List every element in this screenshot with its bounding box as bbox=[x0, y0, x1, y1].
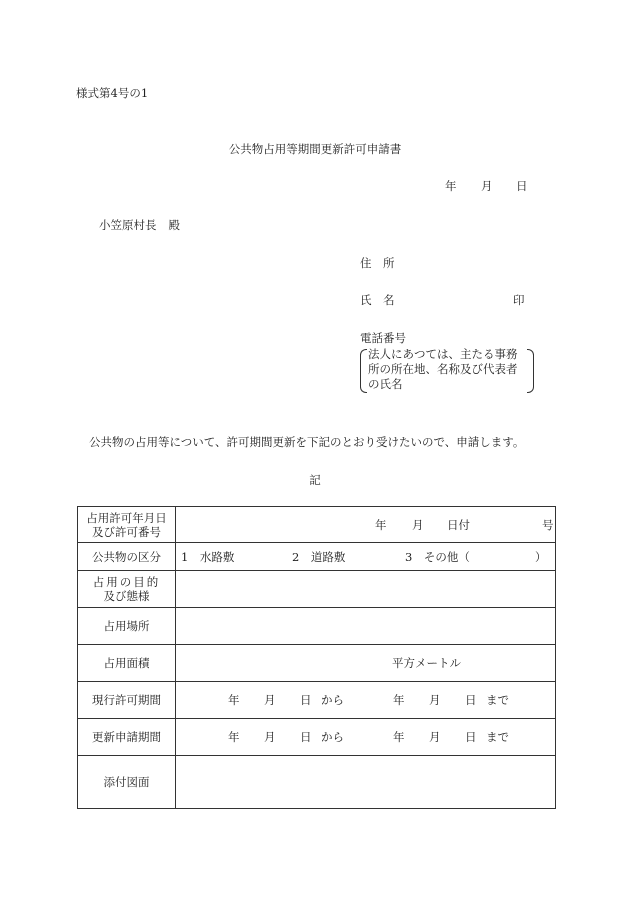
field-month: 月 bbox=[412, 517, 424, 532]
field-month: 月 bbox=[429, 693, 441, 707]
field-from: から bbox=[321, 730, 344, 744]
addressee bbox=[99, 217, 180, 233]
category-label: 公共物の区分 bbox=[78, 543, 176, 571]
table-row bbox=[78, 507, 556, 543]
field-day: 日 bbox=[300, 693, 312, 707]
table-row bbox=[78, 719, 556, 756]
attachments-field[interactable] bbox=[176, 756, 556, 809]
form-number: 様式第4号の1 bbox=[76, 86, 149, 100]
field-month: 月 bbox=[264, 730, 276, 744]
note-bracket-right bbox=[527, 349, 534, 393]
address-label: 住 所 bbox=[360, 256, 395, 270]
field-year: 年 bbox=[393, 730, 405, 744]
note-line: の氏名 bbox=[368, 377, 403, 391]
field-until: まで bbox=[486, 730, 509, 744]
note-line: 所の所在地、名称及び代表者 bbox=[368, 362, 518, 376]
table-row bbox=[78, 756, 556, 809]
location-label: 占用場所 bbox=[78, 608, 176, 645]
current-period-field[interactable] bbox=[176, 682, 556, 719]
label-line: 及び許可番号 bbox=[92, 524, 161, 539]
attachments-label: 添付図面 bbox=[78, 756, 176, 809]
field-year: 年 bbox=[393, 693, 405, 707]
ki-heading: 記 bbox=[309, 473, 321, 487]
current-period-label: 現行許可期間 bbox=[78, 682, 176, 719]
field-day: 日 bbox=[465, 693, 477, 707]
field-month: 月 bbox=[429, 730, 441, 744]
seal-mark: 印 bbox=[513, 293, 525, 307]
renewal-period-label: 更新申請期間 bbox=[78, 719, 176, 756]
corporation-note bbox=[368, 347, 528, 392]
category-field[interactable] bbox=[176, 543, 556, 571]
date-month: 月 bbox=[481, 179, 493, 193]
field-day: 日 bbox=[465, 730, 477, 744]
document-title: 公共物占用等期間更新許可申請書 bbox=[228, 142, 402, 156]
area-field[interactable] bbox=[176, 645, 556, 682]
application-table bbox=[77, 506, 556, 809]
location-field[interactable] bbox=[176, 608, 556, 645]
field-day: 日 bbox=[300, 730, 312, 744]
addressee-name: 小笠原村長 bbox=[99, 218, 157, 232]
date-year: 年 bbox=[445, 179, 457, 193]
table-row bbox=[78, 543, 556, 571]
field-day-attached: 日付 bbox=[447, 517, 470, 532]
table-row bbox=[78, 608, 556, 645]
table-row bbox=[78, 571, 556, 608]
name-label: 氏 名 bbox=[360, 293, 395, 307]
table-row bbox=[78, 645, 556, 682]
option-other[interactable]: 3 その他（ bbox=[405, 549, 470, 564]
label-line: 及び態様 bbox=[103, 589, 150, 603]
note-line: 法人にあつては、主たる事務 bbox=[368, 347, 518, 361]
field-year: 年 bbox=[228, 730, 240, 744]
field-number: 号 bbox=[542, 517, 554, 532]
option-other-close: ） bbox=[535, 549, 547, 564]
permit-date-label bbox=[78, 507, 176, 543]
body-text: 公共物の占用等について、許可期間更新を下記のとおり受けたいので、申請します。 bbox=[89, 435, 525, 449]
label-line: 占用の目的 bbox=[92, 575, 161, 589]
field-month: 月 bbox=[264, 693, 276, 707]
field-year: 年 bbox=[375, 517, 387, 532]
purpose-label bbox=[78, 571, 176, 608]
field-until: まで bbox=[486, 693, 509, 707]
permit-date-field[interactable] bbox=[176, 507, 556, 543]
addressee-honorific: 殿 bbox=[168, 218, 180, 232]
area-unit: 平方メートル bbox=[392, 656, 461, 670]
purpose-field[interactable] bbox=[176, 571, 556, 608]
option-road[interactable]: 2 道路敷 bbox=[292, 549, 346, 564]
field-from: から bbox=[321, 693, 344, 707]
note-bracket-left bbox=[360, 349, 367, 393]
option-waterway[interactable]: 1 水路敷 bbox=[181, 549, 235, 564]
renewal-period-field[interactable] bbox=[176, 719, 556, 756]
field-year: 年 bbox=[228, 693, 240, 707]
table-row bbox=[78, 682, 556, 719]
area-label: 占用面積 bbox=[78, 645, 176, 682]
label-line: 占用許可年月日 bbox=[86, 510, 167, 525]
phone-label: 電話番号 bbox=[360, 331, 406, 345]
date-day: 日 bbox=[516, 179, 528, 193]
